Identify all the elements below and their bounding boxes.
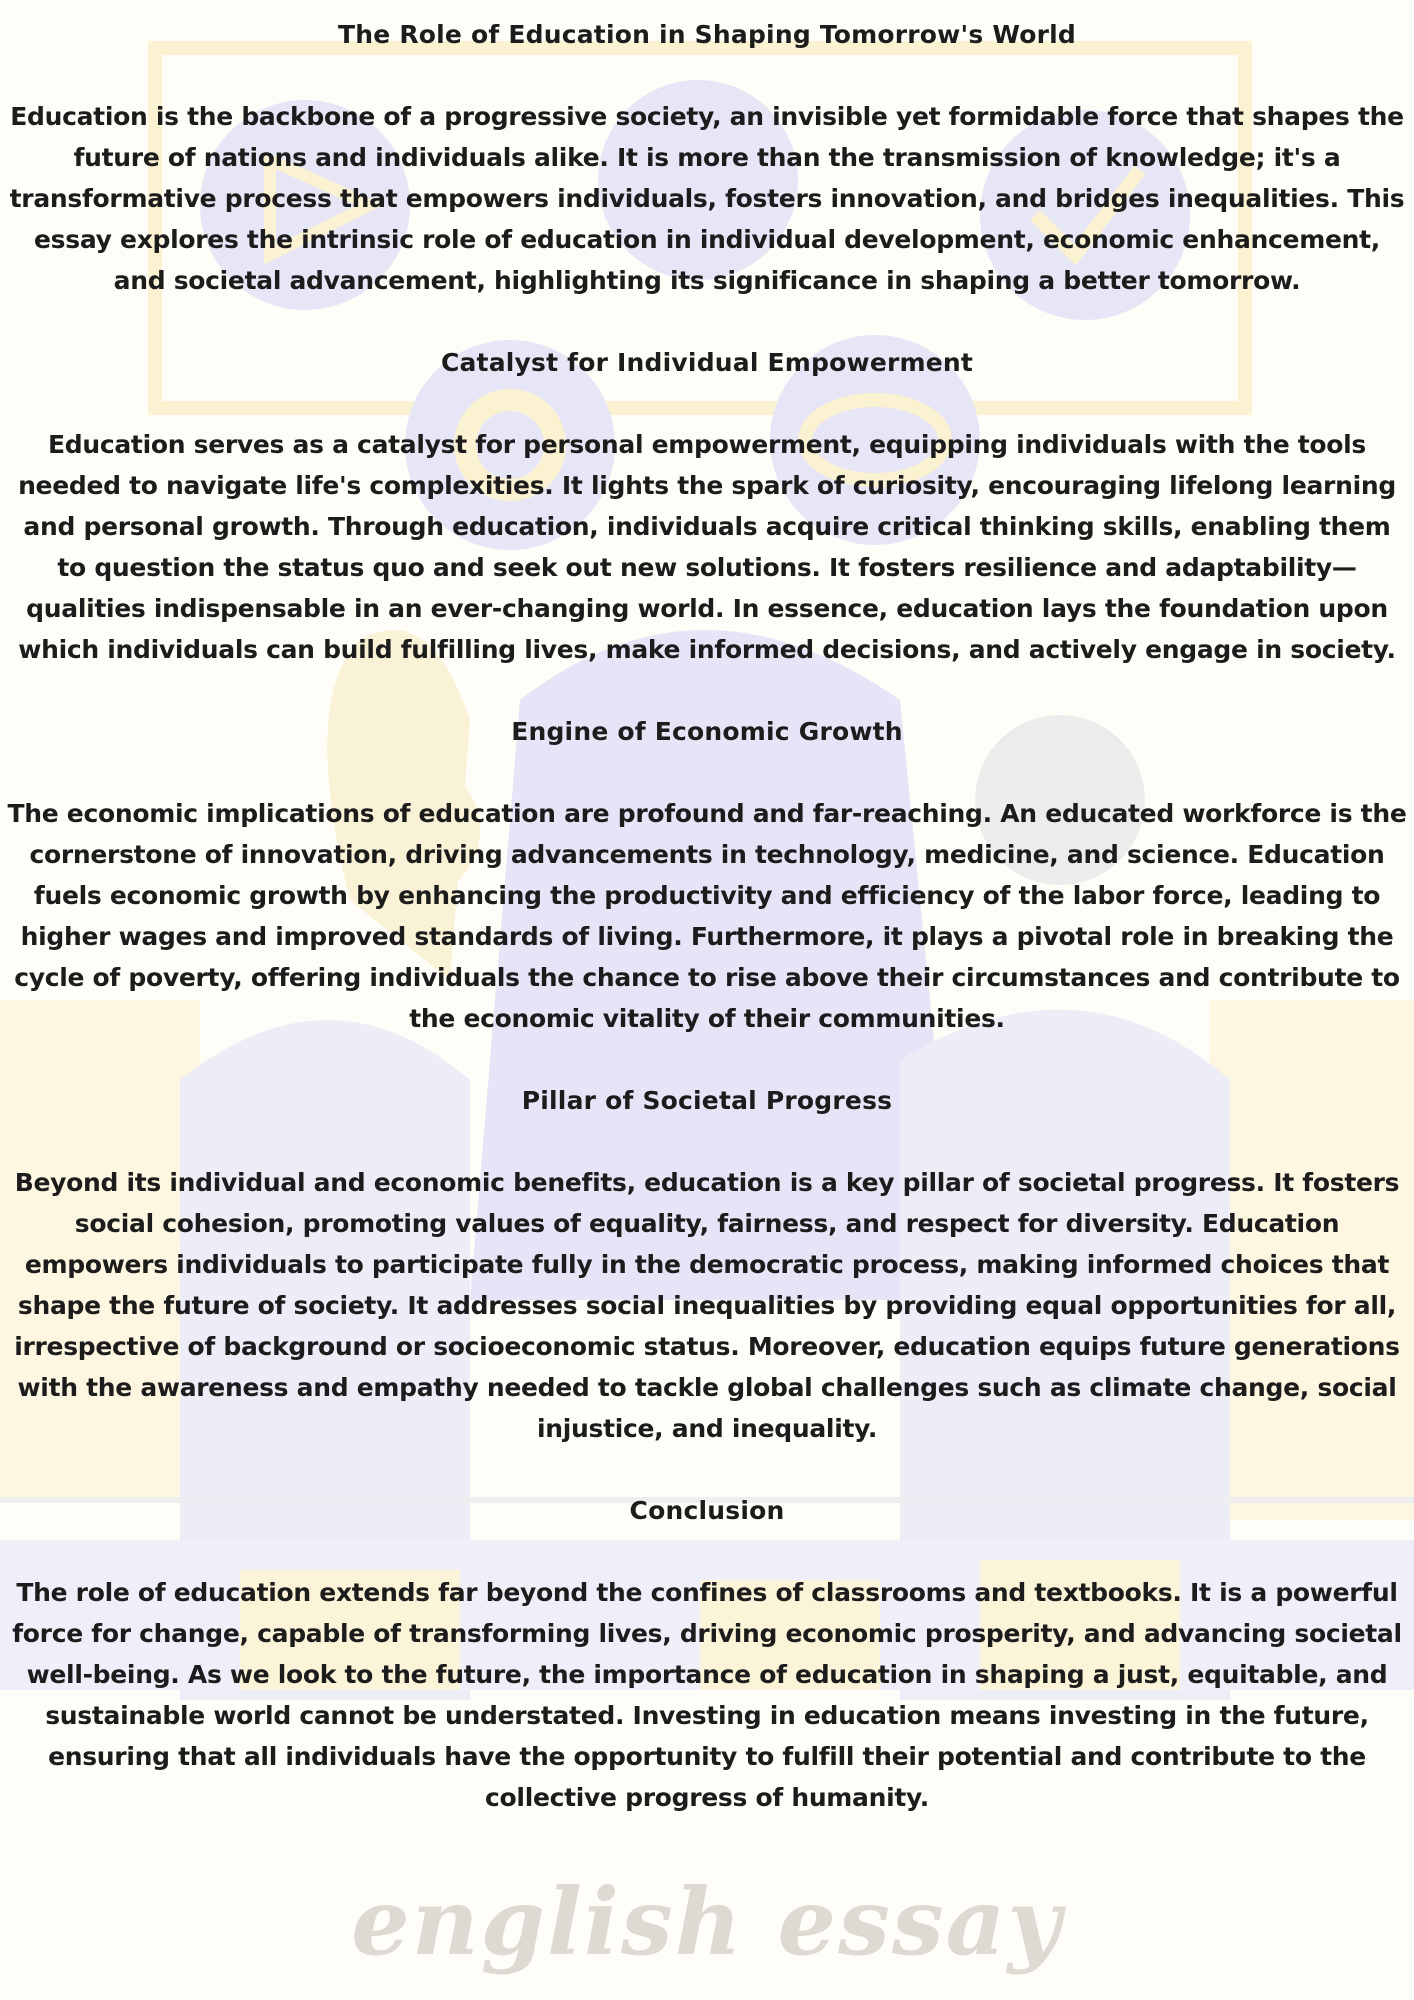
intro-paragraph: Education is the backbone of a progressive society, an invisible yet formidable force that shapes the future of nations and individuals alike. It is more than the transmission of knowledge; it's a transformative process that empowers individuals, fosters innovation, and bridges inequalities. This essay explores the intrinsic role of education in individual development, economic enhancement, and societal advancement, highlighting its significance in shaping a better tomorrow. bbox=[9, 102, 1405, 295]
section-heading-economic: Engine of Economic Growth bbox=[511, 717, 903, 746]
essay-title: The Role of Education in Shaping Tomorrow's World bbox=[338, 20, 1076, 49]
watermark-text: english essay bbox=[351, 1868, 1063, 1976]
section-heading-conclusion: Conclusion bbox=[629, 1496, 785, 1525]
section-heading-societal: Pillar of Societal Progress bbox=[521, 1086, 893, 1115]
essay-content bbox=[0, 14, 1414, 1859]
section-body-economic: The economic implications of education are profound and far-reaching. An educated workforce is the cornerstone of innovation, driving advancements in technology, medicine, and science. Education fuels economic growth by enhancing the productivity and efficiency of the labor force, leading to higher wages and improved standards of living. Furthermore, it plays a pivotal role in breaking the cycle of poverty, offering individuals the chance to rise above their circumstances and contribute to the economic vitality of their communities. bbox=[7, 799, 1407, 1033]
section-heading-empowerment: Catalyst for Individual Empowerment bbox=[440, 348, 974, 377]
section-body-societal: Beyond its individual and economic benefits, education is a key pillar of societal progress. It fosters social cohesion, promoting values of equality, fairness, and respect for diversity. Education empowers individuals to participate fully in the democratic process, making informed choices that shape the future of society. It addresses social inequalities by providing equal opportunities for all, irrespective of background or socioeconomic status. Moreover, education equips future generations with the awareness and empathy needed to tackle global challenges such as climate change, social injustice, and inequality. bbox=[14, 1168, 1400, 1443]
section-body-conclusion: The role of education extends far beyond the confines of classrooms and textbooks. It is a powerful force for change, capable of transforming lives, driving economic prosperity, and advancing societal well-being. As we look to the future, the importance of education in shaping a just, equitable, and sustainable world cannot be understated. Investing in education means investing in the future, ensuring that all individuals have the opportunity to fulfill their potential and contribute to the collective progress of humanity. bbox=[12, 1578, 1402, 1812]
section-body-empowerment: Education serves as a catalyst for personal empowerment, equipping individuals with the tools needed to navigate life's complexities. It lights the spark of curiosity, encouraging lifelong learning and personal growth. Through education, individuals acquire critical thinking skills, enabling them to question the status quo and seek out new solutions. It fosters resilience and adaptability—qualities indispensable in an ever-changing world. In essence, education lays the foundation upon which individuals can build fulfilling lives, make informed decisions, and actively engage in society. bbox=[18, 430, 1396, 664]
